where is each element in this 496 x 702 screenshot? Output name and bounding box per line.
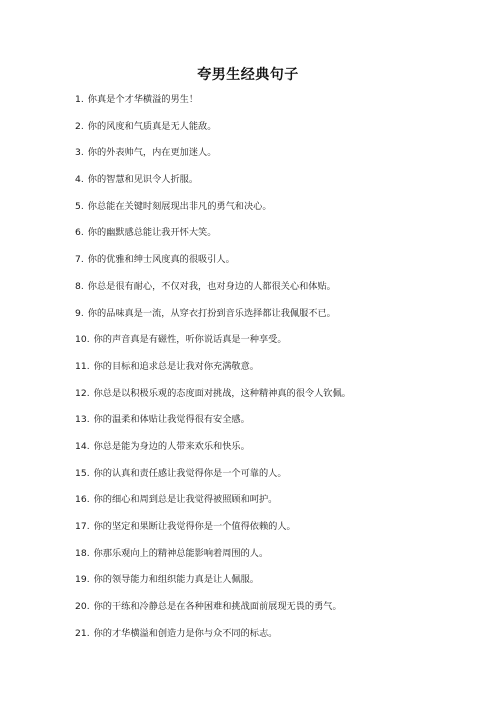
list-item-number: 2. <box>75 120 84 132</box>
list-item-number: 16. <box>75 494 90 506</box>
list-item <box>75 412 351 439</box>
list-item-text: 你那乐观向上的精神总能影响着周围的人。 <box>93 547 269 559</box>
list-item-text: 你的干练和冷静总是在各种困难和挑战面前展现无畏的勇气。 <box>93 601 342 613</box>
list-item-text: 你的声音真是有磁性，听你说话真是一种享受。 <box>93 334 287 346</box>
list-item-text: 你的幽默感总能让我开怀大笑。 <box>87 227 217 239</box>
list-item-number: 20. <box>75 601 90 613</box>
list-item <box>75 306 351 333</box>
list-item-number: 13. <box>75 414 90 426</box>
list-item-number: 15. <box>75 467 90 479</box>
list-item-text: 你的领导能力和组织能力真是让人佩服。 <box>93 574 259 586</box>
document-title: 夸男生经典句子 <box>197 67 299 83</box>
list-item-number: 21. <box>75 627 90 639</box>
list-item-number: 4. <box>75 174 84 186</box>
list-item <box>75 199 351 226</box>
list-item-number: 11. <box>75 360 90 372</box>
list-item <box>75 626 351 653</box>
list-item <box>75 599 351 626</box>
list-item-number: 12. <box>75 387 90 399</box>
list-item-number: 19. <box>75 574 90 586</box>
list-item <box>75 92 351 119</box>
list-item-number: 7. <box>75 254 84 266</box>
list-item-number: 8. <box>75 280 84 292</box>
list-item-text: 你的智慧和见识令人折服。 <box>87 174 199 186</box>
list-item <box>75 225 351 252</box>
sentence-list <box>75 92 351 652</box>
list-item-text: 你总能在关键时刻展现出非凡的勇气和决心。 <box>87 200 272 212</box>
list-item <box>75 172 351 199</box>
list-item <box>75 145 351 172</box>
list-item-number: 14. <box>75 440 90 452</box>
list-item-text: 你的品味真是一流，从穿衣打扮到音乐选择都让我佩服不已。 <box>87 307 336 319</box>
list-item <box>75 119 351 146</box>
list-item-number: 3. <box>75 147 84 159</box>
list-item <box>75 546 351 573</box>
list-item-number: 5. <box>75 200 84 212</box>
list-item <box>75 279 351 306</box>
list-item-text: 你的温柔和体贴让我觉得很有安全感。 <box>93 414 250 426</box>
list-item-number: 9. <box>75 307 84 319</box>
list-item <box>75 386 351 413</box>
list-item-text: 你的认真和责任感让我觉得你是一个可靠的人。 <box>93 467 287 479</box>
list-item <box>75 359 351 386</box>
list-item-text: 你的才华横溢和创造力是你与众不同的标志。 <box>93 627 278 639</box>
list-item-text: 你的目标和追求总是让我对你充满敬意。 <box>93 360 259 372</box>
list-item-number: 6. <box>75 227 84 239</box>
list-item <box>75 332 351 359</box>
list-item-text: 你的细心和周到总是让我觉得被照顾和呵护。 <box>93 494 278 506</box>
list-item-text: 你总是很有耐心，不仅对我，也对身边的人都很关心和体贴。 <box>87 280 336 292</box>
list-item-text: 你的风度和气质真是无人能敌。 <box>87 120 217 132</box>
list-item <box>75 572 351 599</box>
list-item-number: 17. <box>75 521 90 532</box>
list-item <box>75 252 351 279</box>
list-item-text: 你的优雅和绅士风度真的很吸引人。 <box>87 254 235 266</box>
list-item-number: 18. <box>75 547 90 559</box>
list-item-text: 你的坚定和果断让我觉得你是一个值得依赖的人。 <box>93 521 296 532</box>
list-item-number: 1. <box>75 94 84 105</box>
list-item-text: 你总是以积极乐观的态度面对挑战，这种精神真的很令人钦佩。 <box>93 387 351 399</box>
list-item <box>75 519 351 546</box>
list-item <box>75 439 351 466</box>
list-item-text: 你的外表帅气，内在更加迷人。 <box>87 147 217 159</box>
list-item-text: 你真是个才华横溢的男生！ <box>87 94 199 105</box>
list-item-text: 你总是能为身边的人带来欢乐和快乐。 <box>93 440 250 452</box>
list-item-number: 10. <box>75 334 90 346</box>
list-item <box>75 466 351 493</box>
list-item <box>75 492 351 519</box>
